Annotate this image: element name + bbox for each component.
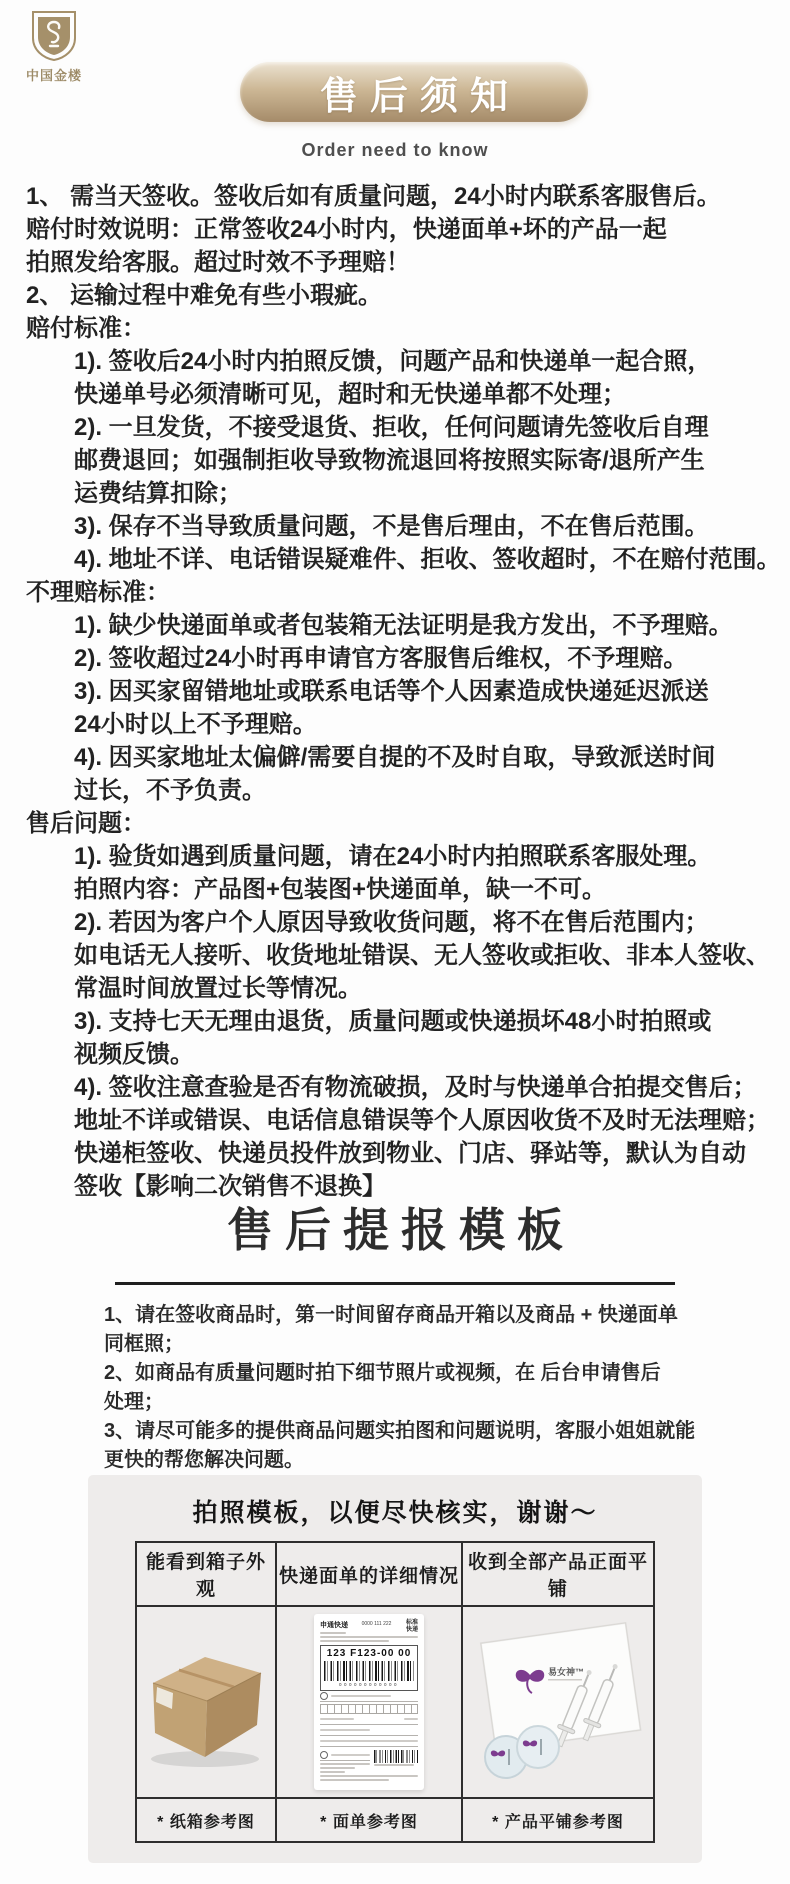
photo-table-image-row xyxy=(136,1606,654,1798)
notice-line: 4). 地址不详、电话错误疑难件、拒收、签收超时，不在赔付范围。 xyxy=(74,546,781,573)
page-title-banner xyxy=(240,62,588,122)
caption-products: * 产品平铺参考图 xyxy=(462,1798,654,1842)
template-instruction-line: 1、请在签收商品时，第一时间留存商品开箱以及商品 + 快递面单 xyxy=(104,1304,678,1326)
notice-line: 1). 签收后24小时内拍照反馈，问题产品和快递单一起合照， xyxy=(74,348,712,375)
barcode-digits: 000000000000 xyxy=(338,1682,400,1687)
brand-name: 中国金楼 xyxy=(25,68,82,83)
cardboard-box-image xyxy=(143,1625,269,1775)
product-brand-text: 易女神™ xyxy=(548,1666,585,1677)
notice-line: 4). 签收注意查验是否有物流破损，及时与快递单合拍提交售后； xyxy=(74,1074,757,1101)
notice-line: 拍照内容：产品图+包装图+快递面单，缺一不可。 xyxy=(74,876,607,903)
notice-line: 签收【影响二次销售不退换】 xyxy=(74,1173,386,1200)
notice-line: 地址不详或错误、电话信息错误等个人原因收货不及时无法理赔； xyxy=(74,1107,770,1134)
notice-line: 3). 支持七天无理由退货，质量问题或快递损坏48小时拍照或 xyxy=(74,1008,712,1035)
sorting-code: 123 F123-00 00 xyxy=(326,1648,412,1659)
box-photo-cell xyxy=(136,1606,276,1798)
notice-line: 如电话无人接听、收货地址错误、无人签收或拒收、非本人签收、 xyxy=(74,942,770,969)
notice-line: 过长，不予负责。 xyxy=(74,777,266,804)
digit-boxes-strip xyxy=(320,1704,418,1714)
products-photo-cell xyxy=(462,1606,654,1798)
notice-line: 邮费退回；如强制拒收导致物流退回将按照实际寄/退所产生 xyxy=(74,447,705,474)
notice-line: 3). 保存不当导致质量问题，不是售后理由，不在售后范围。 xyxy=(74,513,709,540)
notice-line: 2). 若因为客户个人原因导致收货问题，将不在售后范围内； xyxy=(74,909,709,936)
notice-line: 快递单号必须清晰可见，超时和无快递单都不处理； xyxy=(74,381,626,408)
photo-example-table xyxy=(135,1541,655,1843)
notice-line: 运费结算扣除； xyxy=(74,480,242,507)
barcode-secondary xyxy=(374,1750,418,1763)
waybill-number: 0000 111 222 xyxy=(361,1621,392,1627)
notice-line: 4). 因买家地址太偏僻/需要自提的不及时自取，导致派送时间 xyxy=(74,744,716,771)
header xyxy=(0,0,790,180)
divider-line xyxy=(115,1282,675,1285)
notice-line: 2、 运输过程中难免有些小瑕疵。 xyxy=(26,282,383,309)
notice-line: 售后问题： xyxy=(26,810,146,837)
column-header-label: 快递面单的详细情况 xyxy=(276,1542,462,1606)
notice-line: 1). 缺少快递面单或者包装箱无法证明是我方发出，不予理赔。 xyxy=(74,612,733,639)
courier-name: 申通快递 xyxy=(320,1622,348,1629)
notice-line: 视频反馈。 xyxy=(74,1041,194,1068)
notice-line: 2). 签收超过24小时再申请官方客服售后维权，不予理赔。 xyxy=(74,645,688,672)
caption-label: * 面单参考图 xyxy=(276,1798,462,1842)
template-instruction-line: 3、请尽可能多的提供商品问题实拍图和问题说明，客服小姐姐就能 xyxy=(104,1420,696,1442)
notice-line: 不理赔标准： xyxy=(26,579,170,606)
shipping-label-image xyxy=(314,1614,424,1790)
photo-template-card xyxy=(88,1475,702,1863)
cream-pod-icon xyxy=(517,1726,559,1768)
notice-line: 赔付标准： xyxy=(26,315,146,342)
notice-line: 2). 一旦发货，不接受退货、拒收，任何问题请先签收后自理 xyxy=(74,414,709,441)
receiver-icon xyxy=(320,1692,328,1700)
template-instruction-line: 2、如商品有质量问题时拍下细节照片或视频，在 后台申请售后 xyxy=(104,1362,661,1384)
notice-text xyxy=(0,180,790,1203)
column-header-box: 能看到箱子外观 xyxy=(136,1542,276,1606)
notice-line: 快递柜签收、快递员投件放到物业、门店、驿站等，默认为自动 xyxy=(74,1140,746,1167)
column-header-products: 收到全部产品正面平铺 xyxy=(462,1542,654,1606)
page-subtitle: Order need to know xyxy=(301,140,489,160)
notice-line: 24小时以上不予理赔。 xyxy=(74,711,317,738)
caption-box: * 纸箱参考图 xyxy=(136,1798,276,1842)
page-title: 售后须知 xyxy=(319,75,520,118)
template-instructions xyxy=(0,1301,790,1475)
notice-line: 拍照发给客服。超过时效不予理赔！ xyxy=(26,249,410,276)
barcode-main xyxy=(324,1661,414,1681)
template-instruction-line: 同框照； xyxy=(104,1333,184,1355)
photo-table-caption-row xyxy=(136,1798,654,1842)
label-photo-cell xyxy=(276,1606,462,1798)
notice-line: 1). 验货如遇到质量问题，请在24小时内拍照联系客服处理。 xyxy=(74,843,712,870)
notice-line: 常温时间放置过长等情况。 xyxy=(74,975,362,1002)
template-instruction-line: 更快的帮您解决问题。 xyxy=(104,1449,304,1471)
photo-card-title: 拍照模板，以便尽快核实，谢谢～ xyxy=(192,1499,598,1527)
template-section xyxy=(0,1200,790,1475)
sender-icon xyxy=(320,1751,328,1759)
service-type: 标准快递 xyxy=(405,1620,418,1633)
template-section-title: 售后提报模板 xyxy=(227,1204,575,1256)
notice-line: 1、 需当天签收。签收后如有质量问题，24小时内联系客服售后。 xyxy=(26,183,721,210)
notice-line: 3). 因买家留错地址或联系电话等个人因素造成快递延迟派送 xyxy=(74,678,709,705)
template-instruction-line: 处理； xyxy=(104,1391,164,1413)
products-flat-image xyxy=(468,1609,648,1791)
photo-table-header-row xyxy=(136,1542,654,1606)
notice-line: 赔付时效说明：正常签收24小时内，快递面单+坏的产品一起 xyxy=(26,216,667,243)
